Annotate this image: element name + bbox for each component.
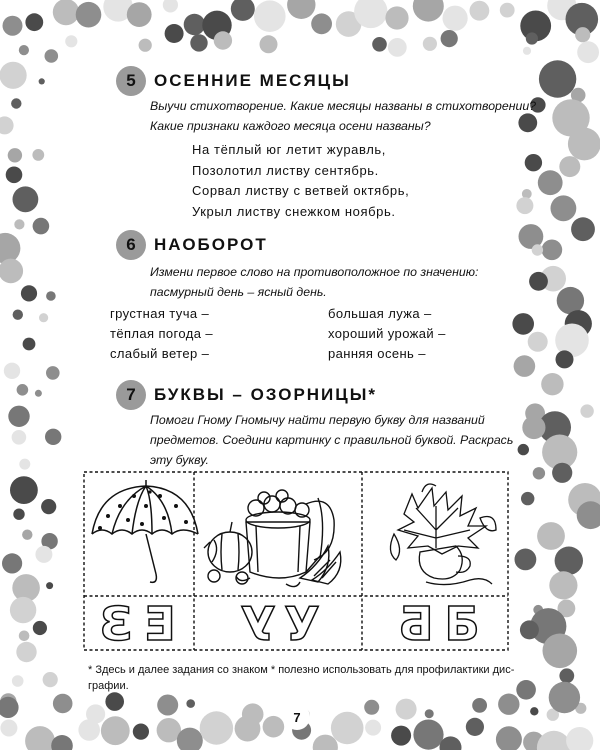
umbrella-icon[interactable] — [92, 480, 198, 582]
antonym-item: тёплая погода – — [110, 326, 214, 341]
section-6-title: НАОБОРОТ — [154, 235, 268, 254]
instruction-line: Какие признаки каждого месяца осени названы? — [150, 119, 431, 133]
footnote — [88, 662, 528, 694]
footnote-line: графии. — [88, 680, 129, 692]
instruction-line: эту букву. — [150, 453, 209, 467]
antonym-item: большая лужа – — [328, 306, 432, 321]
section-7-number: 7 — [116, 380, 146, 410]
antonym-item: грустная туча – — [110, 306, 210, 321]
letter-mirrored[interactable]: З — [99, 597, 133, 651]
section-6-number: 6 — [116, 230, 146, 260]
section-7-title: БУКВЫ – ОЗОРНИЦЫ* — [154, 385, 377, 404]
instruction-line: предметов. Соедини картинку с правильной буквой. Раскрась — [150, 433, 514, 447]
footnote-line: * Здесь и далее задания со знаком * полезно использовать для профилактики дис- — [88, 664, 515, 676]
instruction-line: Выучи стихотворение. Какие месяцы названы в стихотворении? — [150, 99, 536, 113]
poem-line: Укрыл листву снежком ноябрь. — [192, 203, 396, 219]
bouquet-icon[interactable] — [390, 484, 496, 585]
letter-mirrored[interactable]: У — [240, 597, 276, 651]
instruction-line: пасмурный день – ясный день. — [150, 285, 327, 299]
section-5-number: 5 — [116, 66, 146, 96]
poem-line: Позолотил листву сентябрь. — [192, 162, 379, 178]
poem-line: Сорвал листву с ветвей октябрь, — [192, 183, 410, 198]
antonym-item: слабый ветер – — [110, 346, 210, 361]
section-5-title: ОСЕННИЕ МЕСЯЦЫ — [154, 71, 351, 90]
letter-mirrored[interactable]: Б — [398, 597, 434, 651]
poem-line: На тёплый юг летит журавль, — [192, 142, 386, 157]
antonym-item: ранняя осень – — [328, 346, 426, 361]
antonym-item: хороший урожай – — [328, 326, 446, 341]
letter-mirrored[interactable]: Е — [144, 597, 176, 651]
instruction-line: Помоги Гному Гномычу найти первую букву для названий — [150, 413, 485, 427]
letter-correct[interactable]: Б — [444, 597, 480, 651]
instruction-line: Измени первое слово на противоположное по значению: — [150, 265, 479, 279]
harvest-icon[interactable] — [204, 490, 341, 587]
page-number: 7 — [284, 704, 310, 730]
letter-correct[interactable]: У — [284, 597, 320, 651]
